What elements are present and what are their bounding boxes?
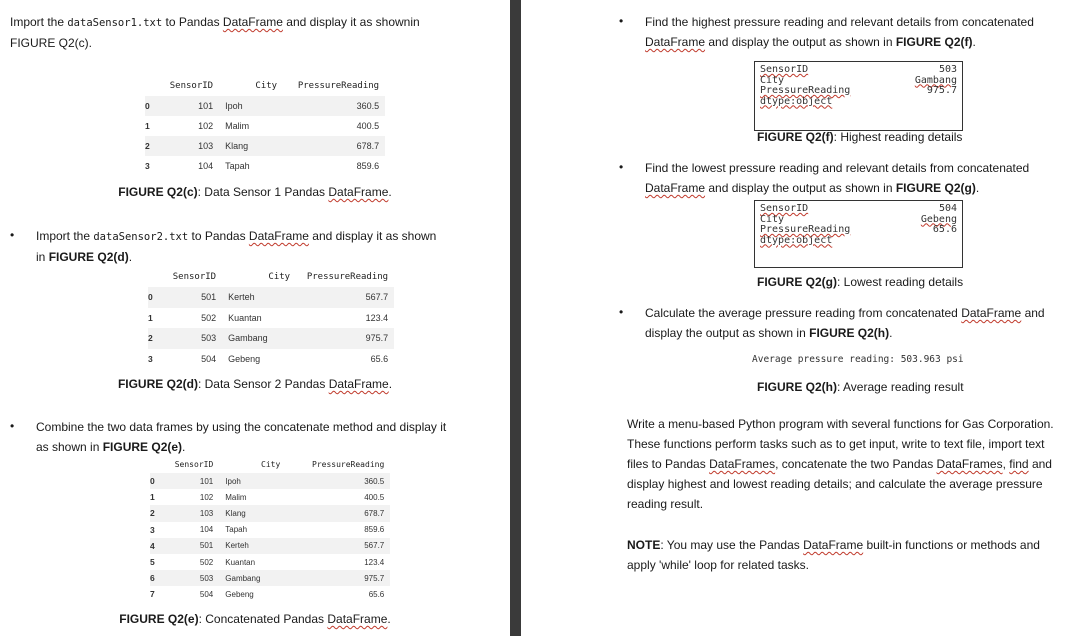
table-row <box>150 522 390 538</box>
table-row <box>150 489 390 505</box>
row-index: 0 <box>150 473 169 489</box>
table-row <box>150 473 390 489</box>
paragraph-g: Find the lowest pressure reading and relevant details from concatenated DataFrame and display the output as shown in FIGURE Q2(g). <box>645 161 1030 195</box>
cell-sensorid: 102 <box>199 492 214 502</box>
table-row <box>150 538 390 554</box>
row-index: 3 <box>150 524 155 535</box>
caption-figure-h: FIGURE Q2(h): Average reading result <box>757 380 964 394</box>
table-row <box>150 554 390 570</box>
paragraph-d: Import the dataSensor2.txt to Pandas DataFrame and display it as shown in FIGURE Q2(d). <box>36 229 437 264</box>
header-city: City <box>255 81 278 91</box>
cell-sensorid: 104 <box>199 525 214 535</box>
cell-reading: 567.7 <box>286 538 390 554</box>
caption-figure-f: FIGURE Q2(f): Highest reading details <box>757 130 963 144</box>
cell-city: Klang <box>219 505 286 521</box>
row-index: 3 <box>145 161 150 171</box>
dataframe-table-e <box>150 456 390 603</box>
cell-reading: 400.5 <box>364 492 385 502</box>
dataframe-table-d <box>148 267 394 369</box>
cell-reading: 400.5 <box>356 121 380 131</box>
table-row <box>148 308 394 329</box>
cell-reading: 65.6 <box>368 589 385 599</box>
row-index: 3 <box>148 353 153 364</box>
table-row <box>150 586 390 602</box>
dataframe-table-c <box>145 76 385 176</box>
cell-sensorid: 501 <box>167 287 222 308</box>
header-sensorid: SensorID <box>172 272 217 282</box>
table-header-row <box>148 267 394 287</box>
cell-sensorid: 103 <box>169 505 220 521</box>
cell-reading: 123.4 <box>365 312 389 323</box>
caption-figure-e: FIGURE Q2(e): Concatenated Pandas DataFrame. <box>119 612 391 626</box>
cell-city: Gambang <box>219 570 286 586</box>
file-name: dataSensor1.txt <box>67 17 163 29</box>
table-row <box>148 349 394 370</box>
table-row <box>148 328 394 349</box>
cell-city: Gambang <box>222 328 296 349</box>
cell-reading: 123.4 <box>364 557 385 567</box>
row-index: 7 <box>150 589 155 600</box>
row-index: 5 <box>150 557 155 568</box>
row-index: 2 <box>145 136 164 156</box>
row-index: 1 <box>148 312 153 323</box>
cell-city: Ipoh <box>219 96 283 116</box>
cell-city: Tapah <box>225 161 250 171</box>
cell-sensorid: 501 <box>169 538 220 554</box>
cell-reading: 975.7 <box>296 328 394 349</box>
cell-city: Malim <box>225 492 247 502</box>
cell-sensorid: 504 <box>199 589 214 599</box>
table-row <box>150 570 390 586</box>
header-pressure: PressureReading <box>297 81 380 91</box>
cell-sensorid: 503 <box>169 570 220 586</box>
left-column <box>0 0 510 636</box>
row-index: 2 <box>148 328 167 349</box>
cell-sensorid: 103 <box>164 136 219 156</box>
row-index: 1 <box>150 492 155 503</box>
caption-figure-g: FIGURE Q2(g): Lowest reading details <box>757 275 964 289</box>
header-sensorid: SensorID <box>174 460 214 469</box>
average-output: Average pressure reading: 503.963 psi <box>752 354 964 365</box>
cell-city: Kuantan <box>228 312 262 323</box>
header-city: City <box>268 272 291 282</box>
paragraph-f: Find the highest pressure reading and relevant details from concatenated DataFrame and display the output as shown in FIGURE Q2(f). <box>645 15 1034 49</box>
caption-figure-c: FIGURE Q2(c): Data Sensor 1 Pandas DataFrame. <box>118 185 392 199</box>
file-name: dataSensor2.txt <box>93 231 189 243</box>
cell-reading: 360.5 <box>286 473 390 489</box>
intro-paragraph: Import the dataSensor1.txt to Pandas DataFrame and display it as shownin FIGURE Q2(c). <box>10 15 420 50</box>
output-box-g: SensorID 504 City Gebeng PressureReading 65.6 dtype:object <box>754 200 963 268</box>
table-row <box>150 505 390 521</box>
cell-city: Kerteh <box>222 287 296 308</box>
cell-city: Klang <box>219 136 283 156</box>
cell-reading: 360.5 <box>283 96 385 116</box>
table-header-row <box>150 456 390 473</box>
bullet-g: • <box>619 160 624 174</box>
cell-city: Kuantan <box>225 557 256 567</box>
cell-sensorid: 502 <box>199 557 214 567</box>
right-column <box>521 0 1080 636</box>
bullet-f: • <box>619 14 624 28</box>
cell-city: Gebeng <box>225 589 254 599</box>
cell-sensorid: 502 <box>201 312 217 323</box>
note-paragraph: NOTE: You may use the Pandas DataFrame built-in functions or methods and apply 'while' loop for related tasks. <box>627 538 1040 572</box>
row-index: 0 <box>148 287 167 308</box>
cell-sensorid: 504 <box>201 353 217 364</box>
table-row <box>145 96 385 116</box>
cell-reading: 859.6 <box>356 161 380 171</box>
table-row <box>145 136 385 156</box>
bullet-e: • <box>10 419 15 433</box>
header-sensorid: SensorID <box>169 81 214 91</box>
table-row <box>145 156 385 176</box>
row-index: 4 <box>150 538 169 554</box>
row-index: 2 <box>150 505 169 521</box>
cell-city: Malim <box>225 121 250 131</box>
table-row <box>148 287 394 308</box>
cell-reading: 678.7 <box>283 136 385 156</box>
cell-sensorid: 101 <box>164 96 219 116</box>
cell-reading: 859.6 <box>364 525 385 535</box>
header-pressure: PressureReading <box>306 272 389 282</box>
cell-reading: 975.7 <box>286 570 390 586</box>
header-city: City <box>261 460 281 469</box>
bullet-d: • <box>10 228 15 242</box>
row-index: 1 <box>145 121 150 131</box>
bullet-h: • <box>619 305 624 319</box>
task-paragraph: Write a menu-based Python program with several functions for Gas Corporation. These functions perform tasks such as to get input, write to text file, import text files to Pandas DataFrames, concatenate the two Pandas DataFrames, find and display highest and lowest reading details; and calculate the average pressure reading result. <box>627 417 1054 511</box>
cell-sensorid: 503 <box>167 328 222 349</box>
table-row <box>145 116 385 136</box>
table-header-row <box>145 76 385 96</box>
cell-reading: 567.7 <box>296 287 394 308</box>
caption-figure-d: FIGURE Q2(d): Data Sensor 2 Pandas DataFrame. <box>117 377 393 391</box>
paragraph-e: Combine the two data frames by using the concatenate method and display it as shown in FIGURE Q2(e). <box>36 420 447 454</box>
cell-city: Gebeng <box>228 353 261 364</box>
cell-sensorid: 101 <box>169 473 220 489</box>
row-index: 6 <box>150 570 169 586</box>
paragraph-h: Calculate the average pressure reading from concatenated DataFrame and display the output as shown in FIGURE Q2(h). <box>645 306 1045 340</box>
output-box-f: SensorID 503 City Gambang PressureReading 975.7 dtype:object <box>754 61 963 131</box>
column-divider <box>510 0 521 636</box>
cell-sensorid: 104 <box>198 161 214 171</box>
cell-reading: 678.7 <box>286 505 390 521</box>
cell-city: Tapah <box>225 525 248 535</box>
cell-city: Kerteh <box>219 538 286 554</box>
header-pressure: PressureReading <box>312 460 385 469</box>
row-index: 0 <box>145 96 164 116</box>
cell-sensorid: 102 <box>198 121 214 131</box>
cell-city: Ipoh <box>219 473 286 489</box>
cell-reading: 65.6 <box>370 353 389 364</box>
